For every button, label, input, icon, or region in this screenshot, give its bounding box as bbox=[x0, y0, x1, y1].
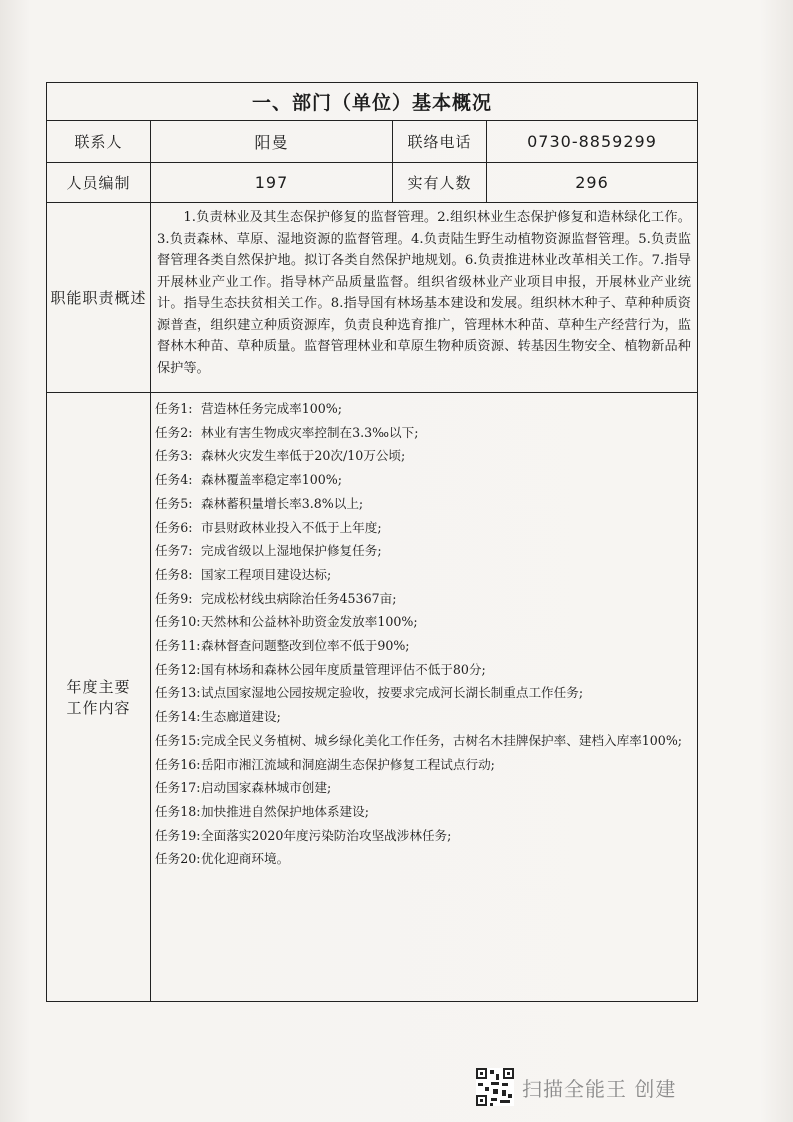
task-item bbox=[155, 444, 693, 468]
task-item bbox=[155, 587, 693, 611]
task-number: 任务8: bbox=[155, 566, 193, 582]
task-item bbox=[155, 634, 693, 658]
task-item bbox=[155, 729, 693, 753]
task-text: 国家工程项目建设达标; bbox=[201, 566, 332, 582]
task-text: 优化迎商环境。 bbox=[201, 851, 290, 867]
task-number: 任务17: bbox=[155, 780, 201, 796]
task-text: 完成省级以上湿地保护修复任务; bbox=[201, 543, 382, 559]
annual-work-tasks-cell bbox=[151, 393, 697, 1001]
task-text: 完成全民义务植树、城乡绿化美化工作任务，古树名木挂牌保护率、建档入库率100%; bbox=[201, 732, 683, 748]
task-item bbox=[155, 421, 693, 445]
task-item bbox=[155, 681, 693, 705]
task-number: 任务4: bbox=[155, 472, 193, 488]
task-number: 任务11: bbox=[155, 638, 201, 654]
duties-row bbox=[47, 203, 697, 393]
phone-value-cell bbox=[487, 121, 697, 162]
task-number: 任务16: bbox=[155, 756, 201, 772]
annual-work-label-line1: 年度主要 bbox=[66, 678, 131, 696]
task-number: 任务19: bbox=[155, 827, 201, 843]
duties-label: 职能职责概述 bbox=[50, 289, 147, 307]
duties-label-cell bbox=[47, 203, 151, 392]
task-text: 森林蓄积量增长率3.8%以上; bbox=[201, 495, 364, 511]
actual-label: 实有人数 bbox=[407, 174, 472, 192]
watermark-text: 扫描全能王 创建 bbox=[522, 1076, 677, 1101]
task-number: 任务2: bbox=[155, 424, 193, 440]
task-number: 任务1: bbox=[155, 401, 193, 416]
task-number: 任务10: bbox=[155, 614, 201, 630]
task-text: 国有林场和森林公园年度质量管理评估不低于80分; bbox=[201, 661, 486, 677]
task-item bbox=[155, 492, 693, 516]
task-item bbox=[155, 847, 693, 871]
task-number: 任务18: bbox=[155, 803, 201, 819]
task-item bbox=[155, 705, 693, 729]
phone-value: 0730-8859299 bbox=[527, 132, 657, 151]
task-item bbox=[155, 658, 693, 682]
phone-label-cell bbox=[393, 121, 487, 162]
task-text: 营造林任务完成率100%; bbox=[201, 401, 342, 416]
section-title: 一、部门（单位）基本概况 bbox=[251, 92, 492, 114]
staff-value: 197 bbox=[254, 173, 289, 192]
task-text: 森林督查问题整改到位率不低于90%; bbox=[201, 638, 410, 654]
scanner-watermark bbox=[476, 1068, 676, 1106]
task-item bbox=[155, 539, 693, 563]
task-number: 任务7: bbox=[155, 543, 193, 559]
task-item bbox=[155, 776, 693, 800]
task-number: 任务13: bbox=[155, 685, 201, 701]
contact-label-cell bbox=[47, 121, 151, 162]
qr-code-icon bbox=[476, 1068, 514, 1106]
task-number: 任务12: bbox=[155, 661, 201, 677]
annual-work-row bbox=[47, 393, 697, 1001]
task-text: 启动国家森林城市创建; bbox=[201, 780, 332, 796]
task-number: 任务14: bbox=[155, 709, 201, 725]
task-text: 生态廊道建设; bbox=[201, 709, 281, 725]
task-number: 任务20: bbox=[155, 851, 201, 867]
task-text: 森林火灾发生率低于20次/10万公顷; bbox=[201, 448, 406, 464]
task-item bbox=[155, 397, 693, 421]
contact-value: 阳曼 bbox=[254, 133, 289, 152]
overview-table bbox=[46, 82, 698, 1002]
staff-row bbox=[47, 163, 697, 203]
annual-work-label-line2: 工作内容 bbox=[66, 699, 131, 717]
task-text: 市县财政林业投入不低于上年度; bbox=[201, 519, 382, 535]
actual-value: 296 bbox=[575, 173, 609, 192]
task-number: 任务15: bbox=[155, 732, 201, 748]
contact-label: 联系人 bbox=[74, 133, 123, 151]
title-row bbox=[47, 83, 697, 121]
contact-value-cell bbox=[151, 121, 393, 162]
task-text: 加快推进自然保护地体系建设; bbox=[201, 803, 369, 819]
task-text: 试点国家湿地公园按规定验收，按要求完成河长湖长制重点工作任务; bbox=[201, 685, 584, 701]
task-number: 任务3: bbox=[155, 448, 193, 464]
task-text: 林业有害生物成灾率控制在3.3‰以下; bbox=[201, 424, 419, 440]
contact-row bbox=[47, 121, 697, 163]
staff-label-cell bbox=[47, 163, 151, 202]
task-text: 完成松材线虫病除治任务45367亩; bbox=[201, 590, 397, 606]
duties-text-cell bbox=[151, 203, 697, 392]
task-item bbox=[155, 824, 693, 848]
task-text: 岳阳市湘江流域和洞庭湖生态保护修复工程试点行动; bbox=[201, 756, 495, 772]
task-item bbox=[155, 516, 693, 540]
task-number: 任务9: bbox=[155, 590, 193, 606]
task-item bbox=[155, 468, 693, 492]
task-item bbox=[155, 610, 693, 634]
task-text: 全面落实2020年度污染防治攻坚战涉林任务; bbox=[201, 827, 452, 843]
task-text: 森林覆盖率稳定率100%; bbox=[201, 472, 342, 488]
phone-label: 联络电话 bbox=[407, 133, 472, 151]
staff-value-cell bbox=[151, 163, 393, 202]
title-cell bbox=[47, 83, 697, 120]
task-list bbox=[155, 397, 693, 871]
actual-value-cell bbox=[487, 163, 697, 202]
staff-label: 人员编制 bbox=[66, 174, 131, 192]
task-text: 天然林和公益林补助资金发放率100%; bbox=[201, 614, 418, 630]
task-item bbox=[155, 753, 693, 777]
duties-text: 1.负责林业及其生态保护修复的监督管理。2.组织林业生态保护修复和造林绿化工作。3.负责森林、草原、湿地资源的监督管理。4.负责陆生野生动植物资源监督管理。5.负责监督管理各类自然保护地。拟订各类自然保护地规划。6.负责推进林业改革相关工作。7.指导开展林业产业工作。指导林产品质量监督。组织省级林业产业项目申报，开展林业产业统计。指导生态扶贫相关工作。8.指导国有林场基本建设和发展。组织林木种子、草种种质资源普查，组织建立种质资源库，负责良种选育推广，管理林木种苗、草种生产经营行为，监督林木种苗、草种质量。监督管理林业和草原生物种质资源、转基因生物安全、植物新品种保护等。 bbox=[157, 210, 691, 376]
actual-label-cell bbox=[393, 163, 487, 202]
task-number: 任务6: bbox=[155, 519, 193, 535]
task-item bbox=[155, 563, 693, 587]
task-number: 任务5: bbox=[155, 495, 193, 511]
annual-work-label-cell bbox=[47, 393, 151, 1001]
task-item bbox=[155, 800, 693, 824]
